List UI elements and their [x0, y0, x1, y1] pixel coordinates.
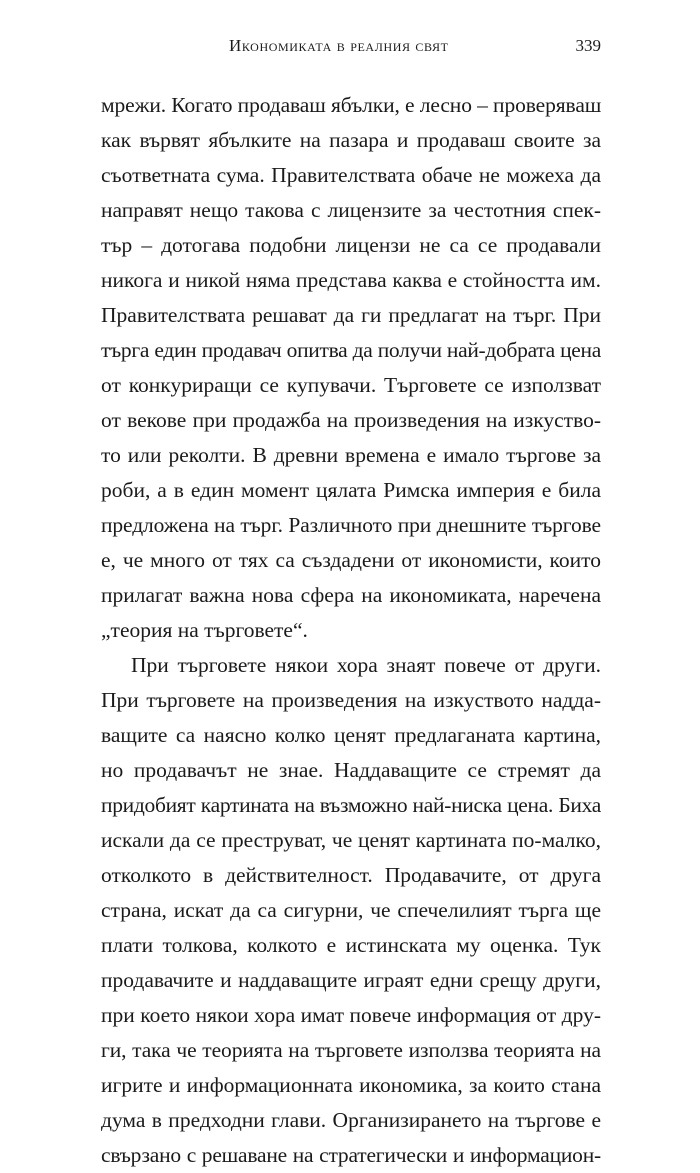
text-line: никога и никой няма представа каква е стойността им. — [101, 268, 601, 292]
text-line: тър – дотогава подобни лицензи не са се продавали — [101, 233, 601, 257]
text-line: продавачите и наддаващите играят едни срещу други, — [101, 968, 601, 992]
text-line: предложена на търг. Различното при днешните търгове — [101, 513, 601, 537]
paragraph-first-line: При търговете някои хора знаят повече от други. — [131, 653, 601, 677]
text-line: искали да се преструват, че ценят картината по-малко, — [101, 828, 601, 852]
text-line: игрите и информационната икономика, за които стана — [101, 1073, 601, 1097]
text-line: но продавачът не знае. Наддаващите се стремят да — [101, 758, 601, 782]
paragraph-last-line: „теория на търговете“. — [101, 618, 308, 642]
text-line: съответната сума. Правителствата обаче не можеха да — [101, 163, 601, 187]
text-line: мрежи. Когато продаваш ябълки, е лесно – проверяваш — [101, 93, 601, 117]
text-line: търга един продавач опитва да получи най-добрата цена — [101, 338, 601, 362]
text-line: отколкото в действителност. Продавачите, от друга — [101, 863, 601, 887]
text-line: свързано с решаване на стратегически и информацион- — [101, 1143, 601, 1167]
text-line: ващите са наясно колко ценят предлаганата картина, — [101, 723, 601, 747]
text-line: от векове при продажба на произведения на изкуство- — [101, 408, 601, 432]
text-line: при което някои хора имат повече информация от дру- — [101, 1003, 601, 1027]
text-line: придобият картината на възможно най-ниска цена. Биха — [101, 793, 601, 817]
text-line: от конкуриращи се купувачи. Търговете се използват — [101, 373, 601, 397]
text-line: направят нещо такова с лицензите за честотния спек- — [101, 198, 601, 222]
body-text — [101, 88, 601, 1173]
running-head — [101, 36, 601, 60]
running-title: Икономиката в реалния свят — [229, 36, 449, 55]
page-number: 339 — [575, 36, 601, 55]
text-line: ги, така че теорията на търговете използва теорията на — [101, 1038, 601, 1062]
text-line: е, че много от тях са създадени от икономисти, които — [101, 548, 601, 572]
text-line: страна, искат да са сигурни, че спечелилият търга ще — [101, 898, 601, 922]
text-line: роби, а в един момент цялата Римска империя е била — [101, 478, 601, 502]
text-line: то или реколти. В древни времена е имало търгове за — [101, 443, 601, 467]
text-line: как вървят ябълките на пазара и продаваш своите за — [101, 128, 601, 152]
text-line: прилагат важна нова сфера на икономиката, наречена — [101, 583, 601, 607]
text-line: Правителствата решават да ги предлагат на търг. При — [101, 303, 601, 327]
text-line: дума в предходни глави. Организирането на търгове е — [101, 1108, 601, 1132]
text-line: При търговете на произведения на изкуството надда- — [101, 688, 601, 712]
text-line: плати толкова, колкото е истинската му оценка. Тук — [101, 933, 601, 957]
